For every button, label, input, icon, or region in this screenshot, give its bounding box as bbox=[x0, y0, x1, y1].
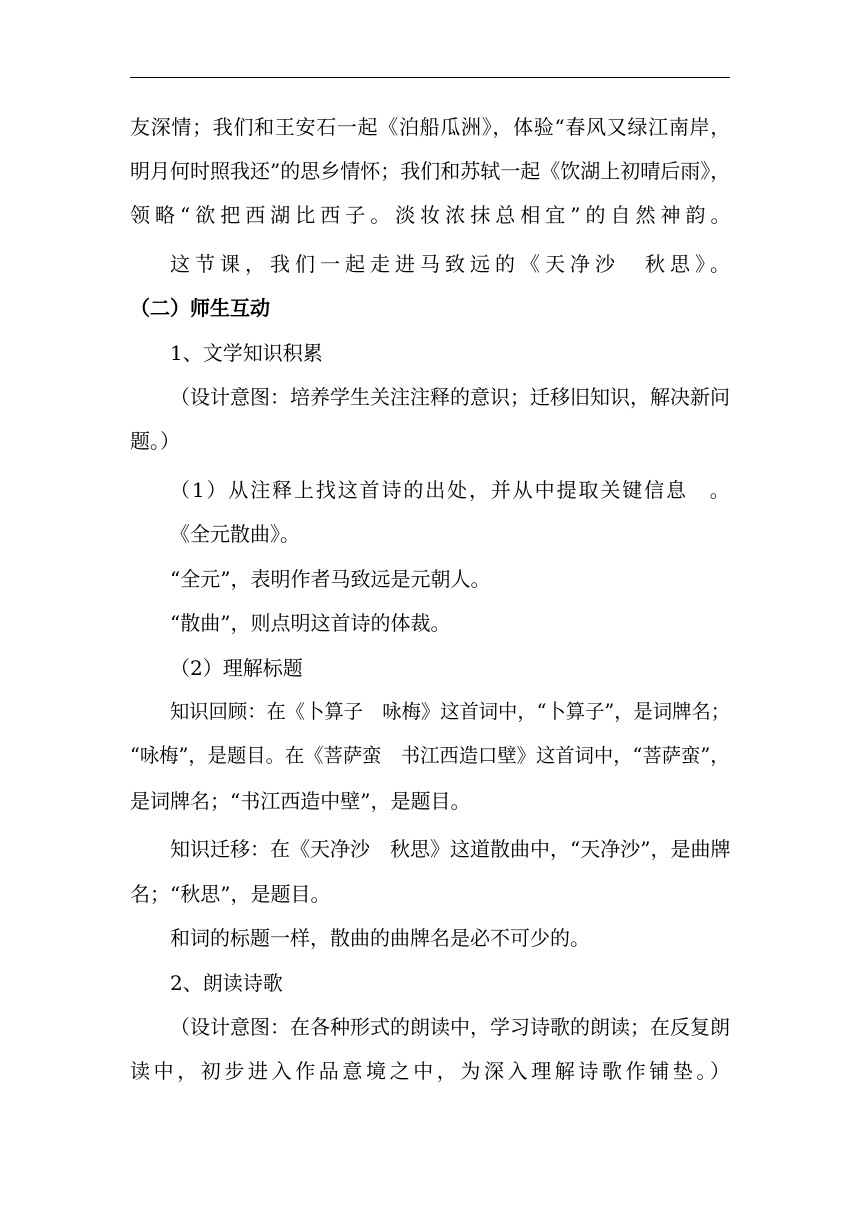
paragraph-line: 读中，初步进入作品意境之中，为深入理解诗歌作铺垫。） bbox=[130, 1059, 734, 1083]
paragraph-line: 《全元散曲》。 bbox=[170, 522, 300, 546]
paragraph-line: 题。） bbox=[130, 429, 180, 453]
paragraph-line: 领略“欲把西湖比西子。淡妆浓抹总相宜”的自然神韵。 bbox=[130, 203, 736, 227]
paragraph-line: 友深情；我们和王安石一起《泊船瓜洲》，体验“春风又绿江南岸， bbox=[130, 115, 731, 139]
paragraph-line: “散曲”，则点明这首诗的体裁。 bbox=[170, 611, 451, 635]
paragraph-line: 是词牌名；“书江西造中壁”，是题目。 bbox=[130, 789, 471, 813]
paragraph-line: 明月何时照我还”的思乡情怀；我们和苏轼一起《饮湖上初晴后雨》， bbox=[130, 159, 731, 183]
paragraph-line: （设计意图：培养学生关注注释的意识；迁移旧知识，解决新问 bbox=[170, 385, 730, 409]
section-heading: （二）师生互动 bbox=[130, 296, 270, 320]
paragraph-line: “咏梅”，是题目。在《菩萨蛮 书江西造口壁》这首词中，“菩萨蛮”， bbox=[130, 744, 730, 767]
paragraph-line: （设计意图：在各种形式的朗读中，学习诗歌的朗读；在反复朗 bbox=[170, 1015, 730, 1039]
paragraph-line: 知识迁移：在《天净沙 秋思》这道散曲中，“天净沙”，是曲牌 bbox=[170, 837, 731, 861]
paragraph-line: （1）从注释上找这首诗的出处，并从中提取关键信息 。 bbox=[170, 478, 732, 502]
paragraph-line: 名；“秋思”，是题目。 bbox=[130, 882, 331, 906]
subsection-heading: 1、文学知识积累 bbox=[170, 341, 323, 365]
paragraph-line: “全元”，表明作者马致远是元朝人。 bbox=[170, 567, 491, 591]
header-rule bbox=[130, 77, 730, 78]
paragraph-line: 知识回顾：在《卜算子 咏梅》这首词中，“卜算子”，是词牌名； bbox=[170, 700, 731, 723]
subsection-heading: 2、朗读诗歌 bbox=[170, 971, 283, 995]
paragraph-line: 和词的标题一样，散曲的曲牌名是必不可少的。 bbox=[170, 926, 590, 950]
subsection-heading: （2）理解标题 bbox=[170, 656, 303, 680]
paragraph-line: 这节课，我们一起走进马致远的《天净沙 秋思》。 bbox=[170, 252, 735, 276]
